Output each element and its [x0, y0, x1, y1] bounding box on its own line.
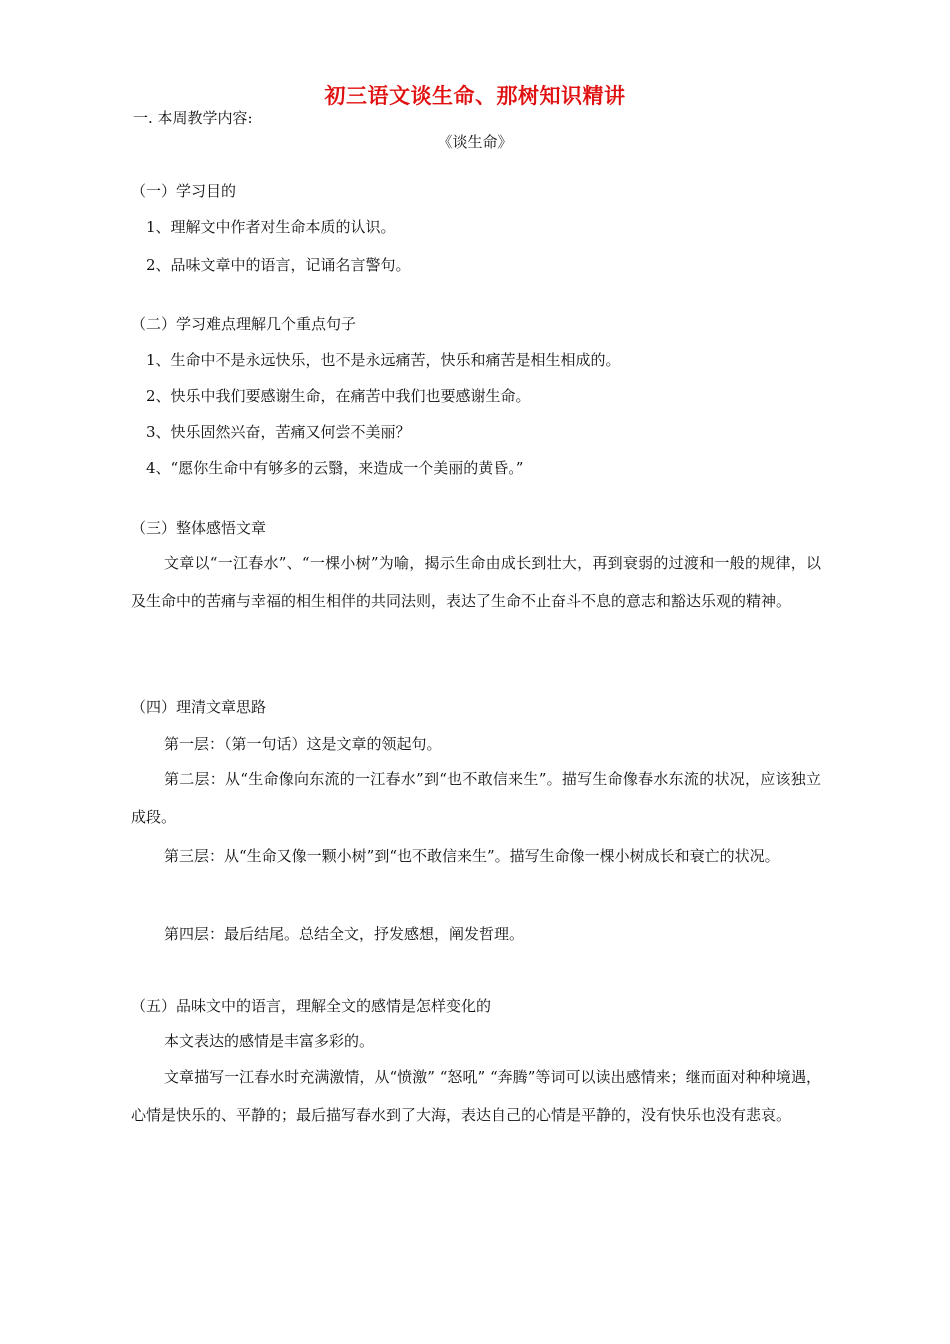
key-sentence-item: 2、快乐中我们要感谢生命，在痛苦中我们也要感谢生命。: [146, 387, 531, 405]
emotion-analysis-heading: （五）品味文中的语言，理解全文的感情是怎样变化的: [131, 997, 492, 1015]
structure-heading: （四）理清文章思路: [131, 698, 267, 716]
study-goal-heading: （一）学习目的: [131, 182, 237, 200]
overall-understanding-paragraph: 文章以“一江春水”、“一棵小树”为喻，揭示生命由成长到壮大，再到衰弱的过渡和一般的规律，以及生命中的苦痛与幸福的相生相伴的共同法则，表达了生命不止奋斗不息的意志和豁达乐观的精神。: [131, 554, 821, 610]
structure-layer-2: 第二层：从“生命像向东流的一江春水”到“也不敢信来生”。描写生命像春水东流的状况，应该独立成段。: [131, 770, 821, 826]
emotion-analysis-paragraph: 文章描写一江春水时充满激情，从“愤激” “怒吼” “奔腾”等词可以读出感情来；继而面对种种境遇，心情是快乐的、平静的；最后描写春水到了大海，表达自己的心情是平静的，没有快乐也没有悲哀。: [131, 1068, 821, 1124]
structure-layer-3: 第三层：从“生命又像一颗小树”到“也不敢信来生”。描写生命像一棵小树成长和衰亡的状况。: [164, 847, 780, 865]
key-sentence-item: 1、生命中不是永远快乐，也不是永远痛苦，快乐和痛苦是相生相成的。: [146, 351, 621, 369]
lesson-subtitle: 《谈生命》: [437, 133, 513, 151]
structure-layer-4: 第四层：最后结尾。总结全文，抒发感想，阐发哲理。: [164, 925, 525, 943]
overall-understanding-heading: （三）整体感悟文章: [131, 519, 267, 537]
document-title: 初三语文谈生命、那树知识精讲: [324, 84, 626, 108]
section-one-heading: 一. 本周教学内容:: [133, 109, 253, 127]
key-sentence-item: 4、“愿你生命中有够多的云翳，来造成一个美丽的黄昏。”: [146, 459, 524, 477]
study-goal-item: 1、理解文中作者对生命本质的认识。: [146, 218, 396, 236]
structure-layer-1: 第一层：（第一句话）这是文章的领起句。: [164, 735, 442, 753]
emotion-analysis-line: 本文表达的感情是丰富多彩的。: [164, 1032, 375, 1050]
study-goal-item: 2、品味文章中的语言，记诵名言警句。: [146, 256, 411, 274]
key-sentences-heading: （二）学习难点理解几个重点句子: [131, 315, 357, 333]
key-sentence-item: 3、快乐固然兴奋，苦痛又何尝不美丽？: [146, 423, 411, 441]
